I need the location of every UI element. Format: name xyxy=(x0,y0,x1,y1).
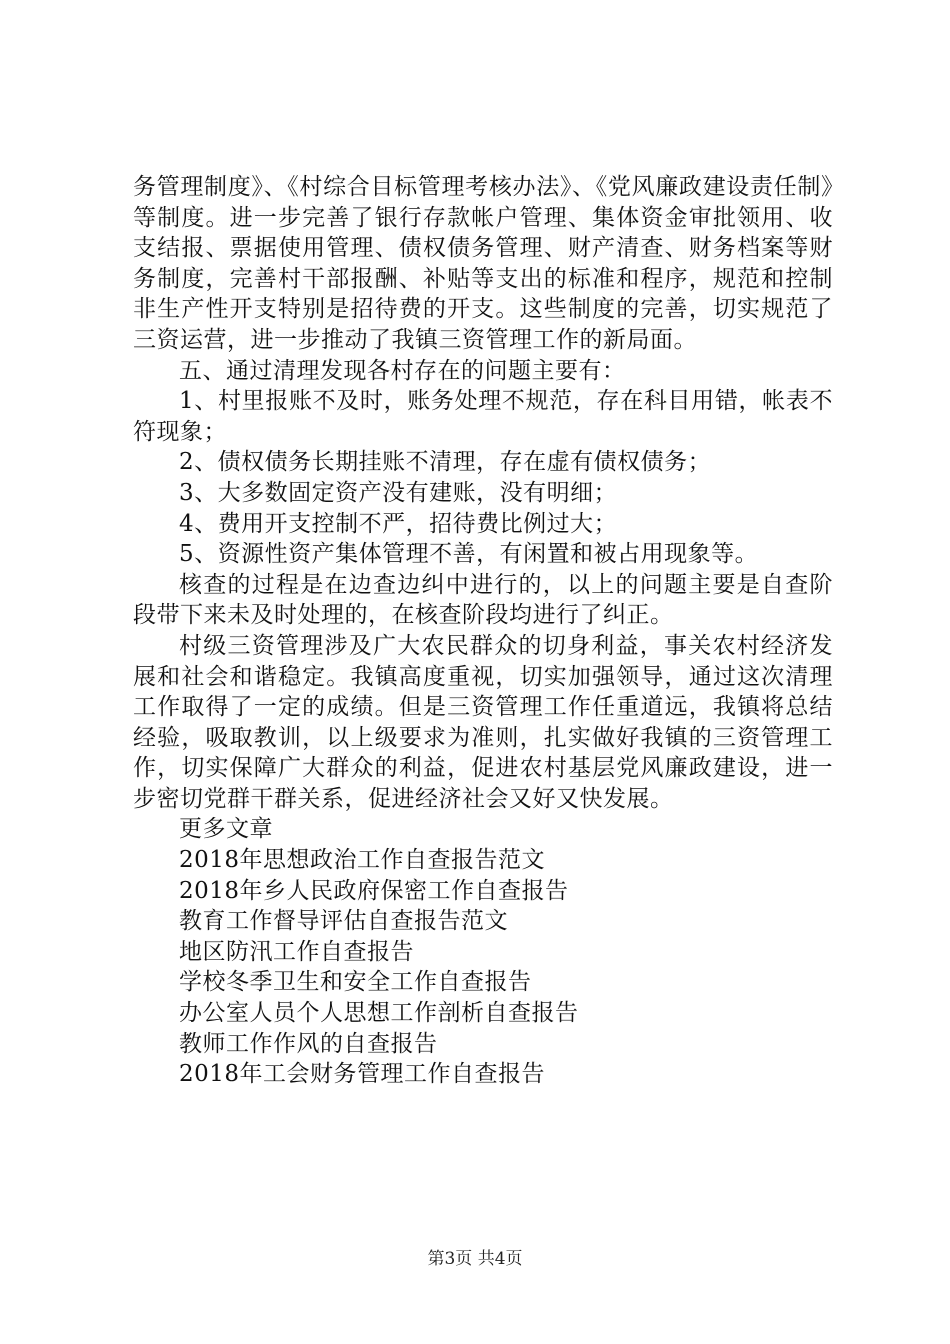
problem-item-4: 4、费用开支控制不严，招待费比例过大； xyxy=(179,510,618,537)
page-number-footer: 第3页 共4页 xyxy=(427,1249,523,1269)
article-link[interactable]: 2018年乡人民政府保密工作自查报告 xyxy=(179,877,569,904)
article-link[interactable]: 2018年工会财务管理工作自查报告 xyxy=(179,1061,546,1088)
problem-item-2: 2、债权债务长期挂账不清理，存在虚有债权债务； xyxy=(179,449,712,476)
problem-item-1: 1、村里报账不及时，账务处理不规范，存在科目用错，帐表不符现象； xyxy=(133,388,833,445)
problem-item-3: 3、大多数固定资产没有建账，没有明细； xyxy=(179,479,618,506)
problem-item-5: 5、资源性资产集体管理不善，有闲置和被占用现象等。 xyxy=(179,541,759,568)
body-paragraph-conclusion: 村级三资管理涉及广大农民群众的切身利益，事关农村经济发展和社会和谐稳定。我镇高度重视，切实加强领导，通过这次清理工作取得了一定的成绩。但是三资管理工作任重道远，我镇将总结经验，吸取教训，以上级要求为准则，扎实做好我镇的三资管理工作，切实保障广大群众的利益，促进农村基层党风廉政建设，进一步密切党群干群关系，促进经济社会又好又快发展。 xyxy=(133,632,833,812)
more-articles-list xyxy=(133,814,833,1089)
body-paragraph-1: 务管理制度》、《村综合目标管理考核办法》、《党风廉政建设责任制》等制度。进一步完善了银行存款帐户管理、集体资金审批领用、收支结报、票据使用管理、债权债务管理、财产清查、财务档案等财务制度，完善村干部报酬、补贴等支出的标准和程序，规范和控制非生产性开支特别是招待费的开支。这些制度的完善，切实规范了三资运营，进一步推动了我镇三资管理工作的新局面。 xyxy=(133,174,833,353)
article-link[interactable]: 学校冬季卫生和安全工作自查报告 xyxy=(179,969,532,996)
article-link[interactable]: 教育工作督导评估自查报告范文 xyxy=(179,908,508,935)
document-body xyxy=(133,172,833,1090)
body-paragraph-verification: 核查的过程是在边查边纠中进行的，以上的问题主要是自查阶段带下来未及时处理的，在核查阶段均进行了纠正。 xyxy=(133,571,833,629)
article-link[interactable]: 地区防汛工作自查报告 xyxy=(179,938,414,965)
article-link[interactable]: 教师工作作风的自查报告 xyxy=(179,1030,438,1057)
article-link[interactable]: 2018年思想政治工作自查报告范文 xyxy=(179,847,546,874)
more-articles-heading: 更多文章 xyxy=(179,816,273,843)
article-link[interactable]: 办公室人员个人思想工作剖析自查报告 xyxy=(179,1000,579,1027)
section-heading-problems: 五、通过清理发现各村存在的问题主要有： xyxy=(179,357,626,384)
